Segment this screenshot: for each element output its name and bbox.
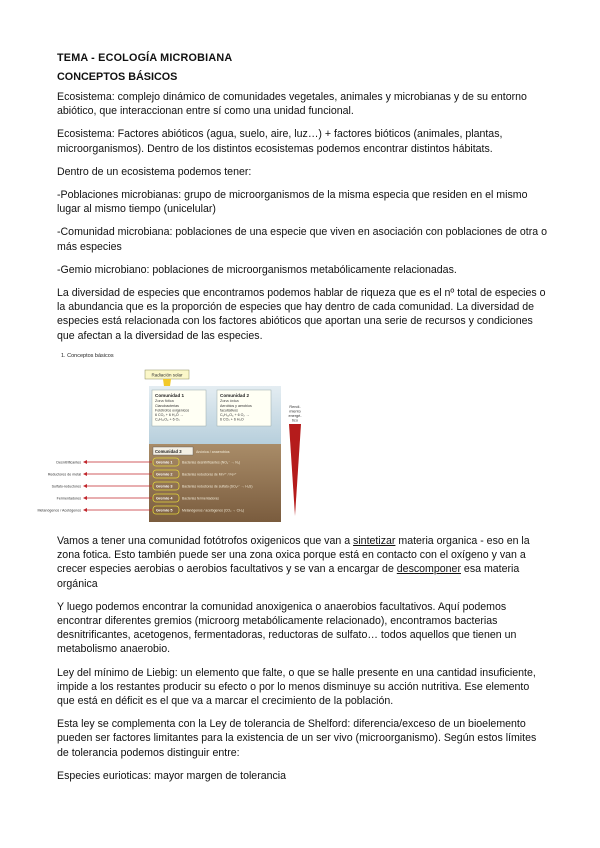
comm2-line-4: 6 CO₂ + 6 H₂O — [220, 417, 244, 422]
paragraph-comunidad: -Comunidad microbiana: poblaciones de una especie que viven en asociación con poblaciones de otra o más especies — [57, 226, 547, 253]
paragraph-shelford: Esta ley se complementa con la Ley de tolerancia de Shelford: diferencia/exceso de un bioelemento pueden ser factores limitantes para la existencia de un ser vivo (microorganismo). Según estos límites de tolerancia podemos distinguir entre: — [57, 718, 537, 759]
energy-label-3: energé- — [288, 414, 302, 418]
document-body — [57, 52, 547, 352]
guild-1-text: Bacterias desnitrificantes (NO₃⁻ → N₂) — [182, 460, 241, 465]
guild-2-label: Gremio 2 — [156, 472, 173, 477]
comm1-line-1: Cianobacterias — [155, 404, 179, 408]
section-heading: CONCEPTOS BÁSICOS — [57, 71, 178, 83]
comm1-title: Comunidad 1 — [155, 393, 185, 398]
p1-part-b: materia organica - eso en la zona fotica. Esto también puede ser una zona oxica porque está en contacto con el oxígeno y van a crecer especies aerobias o aerobios facultativos y se van a encargar de — [57, 535, 530, 576]
guild-5-text: Metanógenos / acetógenos (CO₂ → CH₄) — [182, 508, 245, 513]
guild-4-text: Bacterias fermentadoras — [182, 496, 219, 501]
guild-3-text: Bacterias reductoras de sulfato (SO₄²⁻ → H₂S) — [182, 484, 253, 489]
ecosystem-diagram — [37, 348, 305, 524]
paragraph-gremio: -Gemio microbiano: poblaciones de microorganismos metabólicamente relacionadas. — [57, 263, 457, 276]
guild-2-text: Bacterias reductoras de Mn⁴⁺ / Fe³⁺ — [182, 472, 237, 477]
document-title: TEMA - ECOLOGÍA MICROBIANA — [57, 52, 233, 64]
p1-underline-descomponer: descomponer — [396, 563, 461, 576]
document-body-continued — [57, 534, 547, 792]
paragraph-liebig: Ley del mínimo de Liebig: un elemento que falte, o que se halle presente en una cantidad insuficiente, impide a los restantes producir su efecto o por lo menos disminuye su acción nutritiva. Ese elemento que está en déficit es el que va a marcar el crecimiento de la población. — [57, 666, 536, 708]
energy-label-1: Rendi- — [289, 405, 301, 409]
paragraph-fototrofos — [57, 534, 547, 591]
guild-1-left: Desnitrificantes — [56, 460, 81, 465]
paragraph-diversidad: La diversidad de especies que encontramos podemos hablar de riqueza que es el nº total de especies o la abundancia que es la proporción de especies que hay dentro de cada comunidad. La diversidad de especies está relacionada con los factores abióticos que aportan una serie de recursos y condiciones que afectan a la diversidad de las especies. — [57, 287, 546, 342]
comm2-line-2: facultativos — [220, 408, 238, 413]
paragraph-poblaciones: -Poblaciones microbianas: grupo de microorganismos de la misma especia que residen en el mismo lugar al mismo tiempo (unicelular) — [57, 189, 528, 216]
guild-3-left: Sulfato-reductores — [51, 484, 81, 489]
paragraph-ecosistema-2: Ecosistema: Factores abióticos (agua, suelo, aire, luz…) + factores bióticos (animales, plantas, microorganismos). Dentro de los distintos ecosistemas podemos encontrar distintos hábitats. — [57, 128, 503, 155]
comm2-sub: Zona óxica — [220, 399, 239, 403]
comm1-sub: Zona fótica — [155, 399, 174, 403]
comm3-title: Comunidad 3 — [155, 448, 182, 454]
guild-4-label: Gremio 4 — [156, 496, 173, 501]
guild-4-left: Fermentadores — [56, 496, 81, 501]
comm2-line-1: Aerobios y aerobios — [220, 404, 252, 408]
p1-underline-sintetizar: sintetizar — [353, 535, 396, 547]
comm2-title: Comunidad 2 — [220, 393, 250, 398]
comm3-sub: Anóxica / anaerobios — [196, 449, 230, 454]
comm2-line-3: C₆H₁₂O₆ + 6 O₂ → — [220, 413, 250, 417]
p1-part-a: Vamos a tener una comunidad fotótrofos oxigenicos que van a — [57, 535, 354, 547]
energy-label-4: tico — [292, 418, 298, 423]
paragraph-anaerobios: Y luego podemos encontrar la comunidad anoxigenica o anaerobios facultativos. Aquí podemos encontrar diferentes gremios (microorg metabólicamente relacionado), encontramos bacterias desnitrificantes, acetogenos, fermentadoras, reductoras de sulfato… todos aquellos que tienen un metabolismo anaerobio. — [57, 600, 517, 656]
guild-1-label: Gremio 1 — [156, 460, 173, 465]
guild-2-left: Reductores de metal — [47, 472, 81, 477]
guild-5-left: Metanógenos / Acetógenos — [37, 508, 81, 513]
p1-part-c: esa materia orgánica — [57, 563, 520, 590]
paragraph-eurioticas: Especies eurioticas: mayor margen de tolerancia — [57, 769, 287, 782]
guild-5-label: Gremio 5 — [156, 508, 173, 513]
comm1-line-3: 6 CO₂ + 6 H₂O → — [155, 413, 184, 417]
comm1-line-2: Fotótrofos oxigénicos — [155, 408, 190, 413]
energy-label-2: miento — [289, 409, 301, 414]
paragraph-ecosistema-1: Ecosistema: complejo dinámico de comunidades vegetales, animales y microbianas y de su entorno abiótico, que interaccionan entre sí como una unidad funcional. — [57, 91, 527, 118]
figure-light-label: Radiación solar — [151, 372, 183, 378]
guild-3-label: Gremio 3 — [156, 484, 173, 489]
figure-title: 1. Conceptos básicos — [61, 353, 114, 359]
paragraph-intro-list: Dentro de un ecosistema podemos tener: — [57, 165, 252, 178]
comm1-line-4: C₆H₁₂O₆ + 6 O₂ — [155, 417, 180, 422]
